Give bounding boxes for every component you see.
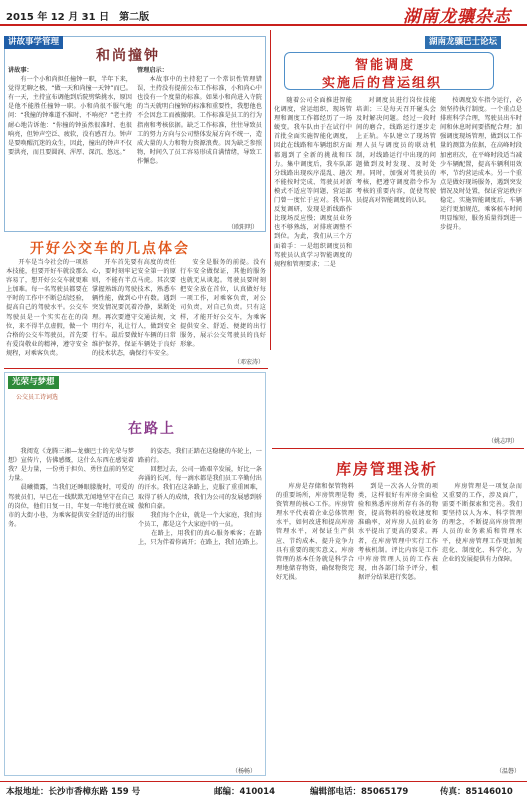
- story-title: 和尚撞钟: [96, 48, 160, 64]
- story-text: [8, 66, 132, 226]
- section-tag-story: 讲故事学管理: [4, 36, 63, 49]
- poem-column-2: [138, 438, 262, 764]
- section-tag-glory: 光荣与梦想: [8, 376, 59, 389]
- driving-byline: （邓宏涛）: [234, 359, 265, 366]
- page-header: [0, 0, 527, 26]
- warehouse-column-3: [442, 482, 522, 764]
- story-body: 有一个小和尚担任撞钟一职，半年下来，觉得无聊之极，“做一天和尚撞一天钟”而已。有一天，主持宣布调他到后院劈柴挑水，原因是他不能胜任撞钟一职。小和尚很不服气地问：“我撞的钟难道不准时、不响亮？”老主持耐心地告诉他：“你撞的钟虽然很准时、也很响亮，但钟声空泛、疲软，没有感召力。钟声是要唤醒沉迷的众生，因此，撞出的钟声不仅要洪亮，而且要圆润、浑厚、深沉、悠远。”: [8, 76, 132, 156]
- column-divider: [270, 30, 271, 350]
- poem-title: 在路上: [128, 421, 176, 437]
- warehouse-column-1: [276, 482, 354, 774]
- newspaper-masthead: 湖南龙骧杂志: [403, 7, 511, 27]
- poem-col2-text: 的姿态，我们正踏在这稳健的车轮上，一路前行。 回想过去，公司一路艰辛发展，好比一条奔涌的长河，每一滴水都是我们员工辛勤付出的汗水。我们在这条路上，克服了重重困难，取得了骄人的成绩，我们为公司的发展感到骄傲和自豪。 我们每个企业，就是一个大家庭，我们每个员工，都是这个大家庭中的一员。 在路上，用我们的真心服务乘客；在路上，只为伴着你离开；在路上，我们在路上。: [138, 448, 262, 547]
- poem-byline: （杨畅）: [232, 768, 257, 775]
- lesson-label: 管理启示：: [137, 67, 168, 74]
- poem-subtitle: 公交员工诗词选: [16, 394, 59, 401]
- footer-phone: 编辑部电话：85065179: [310, 787, 409, 797]
- page-footer: [0, 781, 527, 797]
- footer-address: 本报地址：长沙市香樟东路 159 号: [6, 787, 141, 797]
- warehouse-col3-text: 库房管理是一项复杂而又重要的工作，涉及面广，需要不断探索和完善。我们要坚持以人为本、科学管理的理念，不断提高库房管理人员的业务素质和管理水平，使库房管理工作更加规范化、制度化、科学化，为企业的发展提供有力保障。: [442, 483, 522, 563]
- footer-postcode: 邮编：410014: [214, 787, 275, 797]
- lesson-text: [137, 66, 262, 226]
- forum-column-1: [274, 96, 352, 444]
- forum-title-line1: 智能调度: [355, 58, 416, 73]
- story-label: 讲故事：: [8, 67, 33, 74]
- section-divider-right: [272, 448, 524, 449]
- section-divider: [4, 368, 268, 369]
- forum-byline: （姚志明）: [488, 438, 519, 445]
- forum-col3-text: 按调度发车指令运行，必须坚持执行制度。一个重点是排班科学合理，驾驶员出车时间和休息时间要搭配合理；加强调度现场管理，做到以工作量的测算为依据，在高峰时段加密班次，在平峰时段适当减少车辆配置，提高车辆利用效率，节约营运成本。另一个重点是做好现场服务，遇到突发情况及时处置，保证营运秩序稳定。实施智能调度后，车辆运行更加规范，乘客候车时间明显缩短，服务质量得到进一步提升。: [440, 97, 522, 232]
- warehouse-column-2: [358, 482, 438, 774]
- warehouse-title: 库房管理浅析: [336, 460, 439, 478]
- forum-title-line2: 实施后的营运组织: [322, 76, 443, 91]
- forum-column-3: [440, 96, 522, 434]
- poem-col1-text: 我阅览《龙腾三湘—龙骧巴士的光荣与梦想》宣传片，仿佛感慨，这什么东西在感觉着我？是力量，一份勇于担负、勇往直前的坚定力量。 晨曦微露，当我们还睡眼朦胧时，可爱的驾驶员们，早已在一线默默无闻地坚守在自己的岗位，他们日复一日，年复一年地行驶在城市的大街小巷，为乘客提供安全舒适的出行服务。: [8, 448, 134, 528]
- driving-col3-text: 安全是服务的前提。没有行车安全做保证，其他的服务也就无从谈起。驾驶员要时刻把安全放在首位，认真做好每一项工作，对乘客负责，对公司负责，对自己负责。只有这样，才能开好公交车，为乘客提供安全、舒适、便捷的出行服务，展示公交驾驶员的良好形象。: [180, 259, 266, 348]
- driving-col1-text: 开车是当今社会的一项基本技能，但要开好车就没那么容易了，想开好公交车就更难上加难。每一名驾驶员都要在平时的工作中不断总结经验，提高自己的驾驶水平。公交车驾驶员是一个实实在在的岗位，来不得半点虚假，做一个合格的公交车驾驶员，首先要有爱岗敬业的精神，遵守安全规程，对乘客负责。: [6, 259, 88, 357]
- poem-column-1: [8, 438, 134, 772]
- footer-fax: 传真：85146010: [440, 787, 513, 797]
- warehouse-col1-text: 库房是存储和保管物料的重要场所，库房管理是物资管理的核心工作。库房管理水平代表着企业总体管理水平，如何改进和提高库房管理水平，对保证生产供应、节约成本、提升竞争力具有重要的现实意义。库房管理的基本任务就是科学合理地储存物资，确保物资完好无损。: [276, 483, 354, 581]
- forum-col1-text: 随着公司全面推进智能化调度，营运组织、现场管理和调度工作都经历了一场蜕变。我车队由于在试行中首批全面实施智能化调度，因此在线路和车辆组织方面都遇到了全新的挑战和压力。集中调度后，我车队部分线路出现疾序混乱、趟次不能按时完成、驾驶员对新模式不适应等问题，营运部门曾一度忙于应对。我车队反复调研，发现是新线路作比现场反应慢；调度员业务也不够熟练，对排班调整不到位。为此，我们从三个方面着手：一是组织调度员和驾驶员认真学习智能调度的规程和管理要求；二是: [274, 97, 352, 268]
- driving-column-2: [92, 258, 176, 364]
- lesson-body: 本故事中的主持犯了一个常识性管理错误，主持没有提前公布工作标准，小和尚心中也没有一个度量的标准。如果小和尚进入寺院的当天就明白撞钟的标准和重要性，我想他也不会因怠工而被撤职。工作标准是员工的行为指南和考核依据。缺乏工作标准，往往导致员工的努力方向与公司整体发展方向不统一，造成大量的人力和物力资源浪费。因为缺乏参照物，时间久了员工容易形成自满情绪，导致工作懈怠。: [137, 76, 262, 165]
- driving-column-1: [6, 258, 88, 364]
- driving-col2-text: 开车首先要有高度的责任心，要时刻牢记安全第一的原则，不能有半点马虎。其次要掌握熟练的驾驶技术，熟悉车辆性能，做到心中有数。遇到突发情况要沉着冷静，果断处理。再次要遵守交通法规，文明行车，礼让行人，做到安全行车。最后要做好车辆的日常维护保养，保证车辆处于良好的技术状态，确保行车安全。: [92, 259, 176, 357]
- driving-title: 开好公交车的几点体会: [30, 241, 190, 257]
- story-byline: （欧阳明）: [228, 224, 259, 231]
- warehouse-byline: （温磐）: [496, 768, 521, 775]
- issue-date: 2015 年 12 月 31 日 第二版: [6, 12, 150, 23]
- section-tag-forum: 湖南龙骧巴士论坛: [425, 36, 501, 49]
- driving-column-3: [180, 258, 266, 356]
- warehouse-col2-text: 到是一次各人分管的项类，这样很好有库房全面检验和熟悉库房所存有各的物资，提高物料的验收速度和准确率，对库房人员的业务水平提出了更高的要求。再者，在库房管理中实行工作考核机制。评比内容是工作中库房管理人员的工作表现，由各部门给予评分，根据评分结果进行奖惩。: [358, 483, 438, 581]
- forum-col2-text: 对调度员进行岗位技能培训；三是每天召开碰头会及时解决问题。经过一段时间的磨合，线路运行逐步走上正轨。车队建立了现场管理人员与调度员的联动机制，对线路运行中出现的问题做到及时发现、及时处理。同时，加强对驾驶员的考核，把遵守调度指令作为考核的重要内容，促使驾驶员提高对智能调度的认识。: [356, 97, 436, 205]
- forum-column-2: [356, 96, 436, 444]
